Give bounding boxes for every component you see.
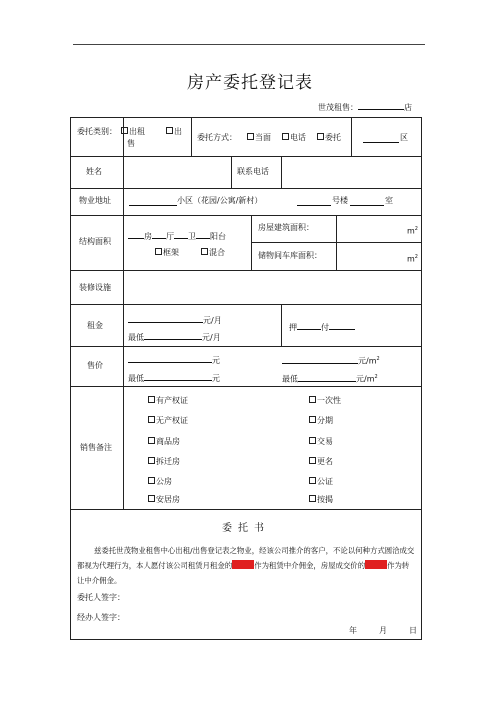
sale-label: 售价 <box>87 361 103 370</box>
address-text2: 号楼 <box>332 196 348 205</box>
page-title: 房产委托登记表 <box>187 73 313 93</box>
checkbox-rent[interactable]: 出租 <box>121 127 145 137</box>
sale-unit-min-blank[interactable] <box>298 373 356 382</box>
rent-commission-mark <box>232 560 254 569</box>
storage-area-unit: $m^2$ <box>407 254 418 264</box>
address-text1: 小区（花园/公寓/新村） <box>177 196 263 205</box>
checkbox-has-cert[interactable]: 有产权证 <box>148 396 188 406</box>
day-label: 日 <box>409 626 417 635</box>
rent-amount: 元/月 <box>128 314 222 326</box>
method-label: 委托方式： <box>197 133 237 142</box>
registration-form <box>70 117 422 640</box>
district-suffix: 区 <box>400 133 408 142</box>
type-label: 委托类别： <box>77 127 117 136</box>
checkbox-affordable[interactable]: 安居房 <box>148 495 180 505</box>
sale-blank[interactable] <box>128 354 212 363</box>
letter-title: 委托书 <box>222 523 270 534</box>
sale-commission-mark <box>365 560 387 569</box>
checkbox-mixed[interactable]: 混合 <box>201 248 225 258</box>
checkbox-public[interactable]: 公房 <box>148 477 172 487</box>
branch-suffix: 店 <box>404 103 412 112</box>
checkbox-no-cert[interactable]: 无产权证 <box>148 416 188 426</box>
checkbox-rename[interactable]: 更名 <box>309 457 333 467</box>
checkbox-relocation[interactable]: 拆迁房 <box>148 457 180 467</box>
month-label: 月 <box>379 626 387 635</box>
sale-unit-price: 元$/m^2$ <box>282 354 380 367</box>
address-label: 物业地址 <box>79 196 111 205</box>
sale-min-blank[interactable] <box>144 372 212 381</box>
checkbox-entrust[interactable]: 委托 <box>317 133 341 143</box>
district-blank[interactable] <box>363 134 399 143</box>
agent-signature: 经办人签字： <box>77 613 125 622</box>
storage-area-label: 储物间车库面积： <box>258 251 322 260</box>
checkbox-notary[interactable]: 公证 <box>309 477 333 487</box>
checkbox-commercial[interactable]: 商品房 <box>148 437 180 447</box>
sale-unit-min: 最低 元$/m^2$ <box>282 374 378 384</box>
building-area-unit: $m^2$ <box>407 226 418 236</box>
address-text3: 室 <box>385 196 393 205</box>
structure-rooms: 房 厅 卫 阳台 <box>128 230 226 242</box>
client-signature: 委托人签字： <box>77 593 125 602</box>
structure-label: 结构面积 <box>79 237 111 246</box>
rent-label: 租金 <box>87 321 103 330</box>
checkbox-installment[interactable]: 分期 <box>309 416 333 426</box>
deposit: 押 付 <box>289 321 355 333</box>
rent-min: 最低 元/月 <box>128 333 221 342</box>
sale-min: 最低 元 <box>128 374 220 383</box>
notes-label: 销售备注 <box>80 443 112 452</box>
checkbox-phone[interactable]: 电话 <box>282 133 306 143</box>
rent-min-blank[interactable] <box>144 331 202 340</box>
sale-amount: 元 <box>128 354 220 366</box>
year-label: 年 <box>349 626 357 635</box>
checkbox-frame[interactable]: 框架 <box>155 248 179 258</box>
building-area-label: 房屋建筑面积： <box>258 223 314 232</box>
rent-blank[interactable] <box>128 314 203 323</box>
branch-blank[interactable] <box>358 101 404 110</box>
decor-label: 装修设施 <box>79 283 111 292</box>
checkbox-transaction[interactable]: 交易 <box>309 437 333 447</box>
address-building-blank[interactable] <box>297 197 331 206</box>
checkbox-mortgage[interactable]: 按揭 <box>309 495 333 505</box>
type-sale-cont: 售 <box>127 139 135 148</box>
letter-paragraph: 兹委托世茂物业租售中心出租/出售登记表之物业，经该公司推介的客户，不论以何种方式圆洽成交都视为代理行为，本人愿付该公司租赁月租金的 作为租赁中介佣金，房屋成交价的 作为转让中介佣金。 <box>77 546 415 585</box>
checkbox-sale[interactable]: 出 <box>166 127 182 137</box>
address-community-blank[interactable] <box>129 197 177 206</box>
branch-line <box>318 101 412 113</box>
phone-label: 联系电话 <box>237 167 269 176</box>
sale-unit-blank[interactable] <box>282 355 358 364</box>
address-room-blank[interactable] <box>350 197 384 206</box>
checkbox-lump-sum[interactable]: 一次性 <box>309 396 341 406</box>
name-label: 姓名 <box>86 167 102 176</box>
checkbox-in-person[interactable]: 当面 <box>247 133 271 143</box>
branch-label: 世茂租售： <box>318 103 358 112</box>
top-rule <box>73 44 425 45</box>
